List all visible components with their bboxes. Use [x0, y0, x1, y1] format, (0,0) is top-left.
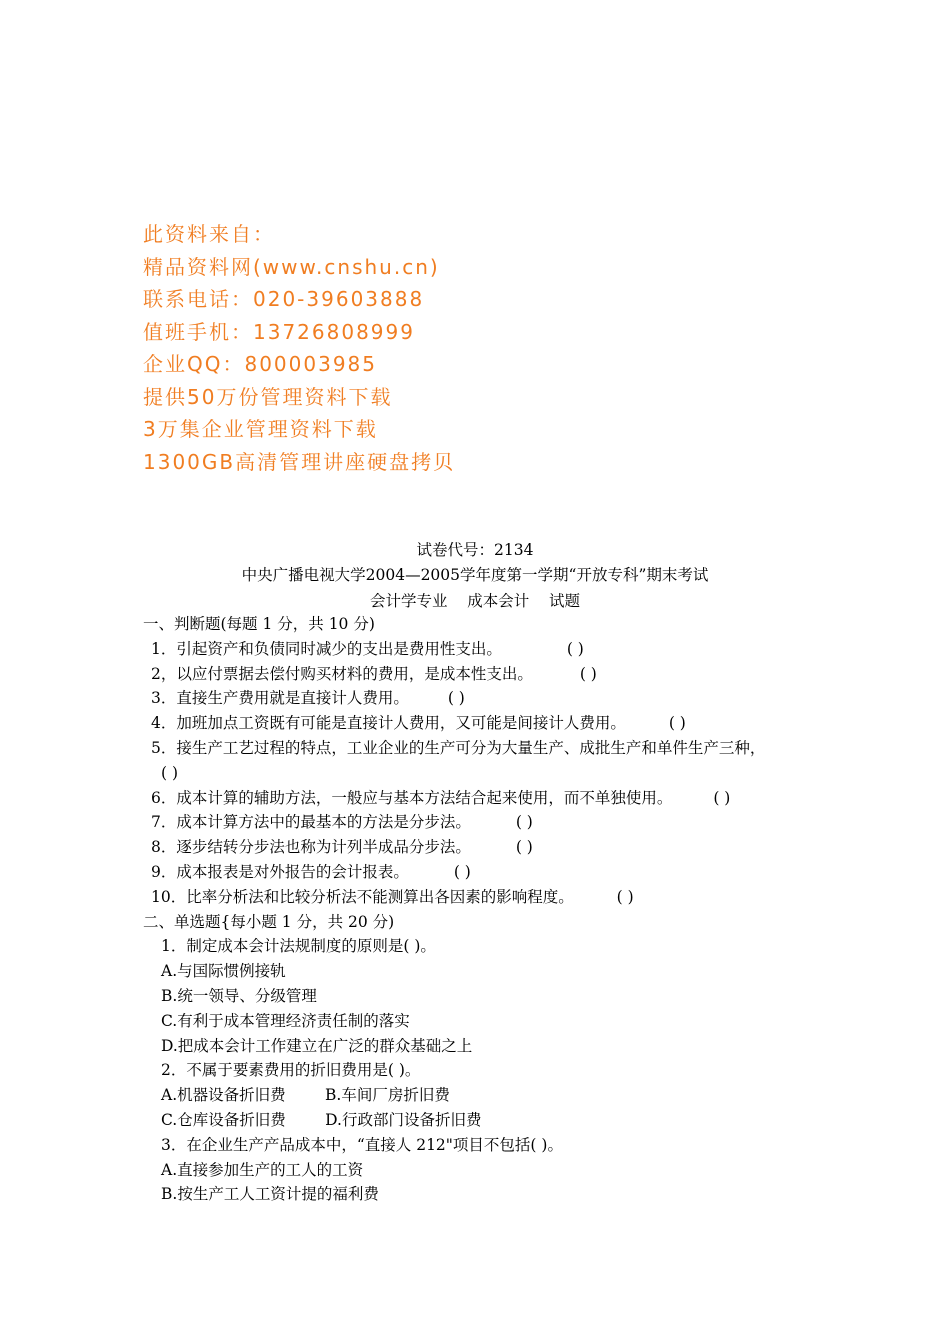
answer-paren: ( ) [616, 887, 634, 906]
question-item [143, 810, 843, 835]
question-text: 4．加班加点工资既有可能是直接计人费用，又可能是间接计人费用。 [151, 714, 626, 733]
choice-option: B.按生产工人工资计提的福利费 [161, 1185, 379, 1204]
question-item [143, 736, 843, 761]
question-text: 3．直接生产费用就是直接计人费用。 [151, 689, 409, 708]
ad-line: 精品资料网(www.cnshu.cn) [143, 254, 440, 279]
question-item [143, 711, 843, 736]
question-item [143, 860, 843, 885]
choice-option: A.直接参加生产的工人的工资 [161, 1160, 364, 1179]
answer-paren: ( ) [566, 639, 584, 658]
ad-line: 3万集企业管理资料下载 [143, 417, 378, 441]
section-title: 一、判断题(每题 1 分，共 10 分) [143, 615, 375, 633]
exam-subject: 会计学专业 成本会计 试题 [370, 592, 580, 610]
choice-option: A.与国际惯例接轨 [161, 962, 286, 981]
question-item [143, 786, 843, 811]
answer-paren: ( ) [453, 862, 471, 881]
question-stem: 2．不属于要素费用的折旧费用是( )。 [161, 1061, 421, 1080]
question-stem: 3．在企业生产产品成本中，“直接人 212"项目不包括( )。 [161, 1135, 563, 1154]
answer-paren: ( ) [161, 763, 179, 782]
ad-line: 值班手机：13726808999 [143, 319, 415, 344]
question-item [143, 885, 843, 910]
ad-line: 企业QQ：800003985 [143, 352, 378, 376]
question-text: 2，以应付票据去偿付购买材料的费用，是成本性支出。 [151, 664, 533, 683]
question-item [143, 761, 843, 786]
choice-option: D.把成本会计工作建立在广泛的群众基础之上 [161, 1036, 473, 1055]
answer-paren: ( ) [515, 838, 533, 857]
section-title: 二、单选题{每小题 1 分，共 20 分) [143, 912, 395, 931]
question-text: 5．接生产工艺过程的特点，工业企业的生产可分为大量生产、成批生产和单件生产三种， [151, 738, 766, 757]
ad-line: 联系电话：020-39603888 [143, 287, 425, 311]
answer-paren: ( ) [515, 813, 533, 832]
question-text: 9．成本报表是对外报告的会计报表。 [151, 862, 409, 881]
question-text: 1．引起资产和负债同时减少的支出是费用性支出。 [151, 639, 502, 658]
question-text: 7．成本计算方法中的最基本的方法是分步法。 [151, 813, 471, 832]
source-ad-block [143, 218, 743, 478]
question-stem: 1．制定成本会计法规制度的原则是( )。 [161, 937, 436, 956]
exam-body [143, 612, 843, 1207]
question-text: 6．成本计算的辅助方法，一般应与基本方法结合起来使用，而不单独使用。 [151, 788, 673, 807]
ad-line: 提供50万份管理资料下载 [143, 384, 393, 409]
choice-option: A.机器设备折旧费 B.车间厂房折旧费 [161, 1086, 450, 1105]
question-text: 8．逐步结转分步法也称为计列半成品分步法。 [151, 838, 471, 857]
choice-option: B.统一领导、分级管理 [161, 986, 317, 1005]
answer-paren: ( ) [447, 689, 465, 708]
exam-code: 试卷代号：2134 [416, 541, 534, 559]
question-item [143, 637, 843, 662]
question-item [143, 835, 843, 860]
choice-option: C.仓库设备折旧费 D.行政部门设备折旧费 [161, 1110, 482, 1129]
question-text: 10．比率分析法和比较分析法不能测算出各因素的影响程度。 [151, 887, 574, 906]
answer-paren: ( ) [579, 664, 597, 683]
answer-paren: ( ) [713, 788, 731, 807]
choice-option: C.有利于成本管理经济责任制的落实 [161, 1011, 410, 1030]
ad-line: 1300GB高清管理讲座硬盘拷贝 [143, 449, 456, 474]
ad-line: 此资料来自： [143, 222, 275, 246]
answer-paren: ( ) [668, 714, 686, 733]
exam-title: 中央广播电视大学2004—2005学年度第一学期“开放专科”期末考试 [241, 566, 709, 584]
question-item [143, 686, 843, 711]
question-item [143, 662, 843, 687]
